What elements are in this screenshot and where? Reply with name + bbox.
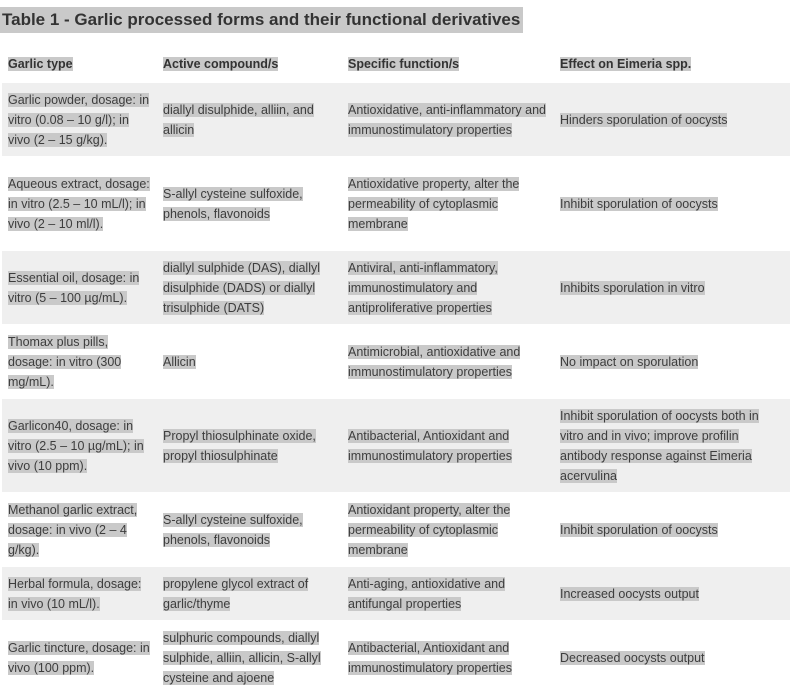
cell-active-compound (157, 325, 342, 399)
table-header-row (2, 46, 790, 83)
table-row (2, 399, 790, 493)
table-row (2, 251, 790, 325)
table-row (2, 157, 790, 251)
table-row (2, 325, 790, 399)
cell-active-compound-text: Propyl thiosulphinate oxide, propyl thiosulphinate (163, 428, 316, 463)
cell-active-compound (157, 157, 342, 251)
table-caption: Table 1 - Garlic processed forms and their functional derivatives (0, 7, 523, 33)
cell-specific-function (342, 251, 554, 325)
cell-garlic-type (2, 157, 157, 251)
cell-garlic-type (2, 325, 157, 399)
table-row (2, 621, 790, 695)
cell-specific-function-text: Antioxidative property, alter the permeability of cytoplasmic membrane (348, 176, 520, 231)
cell-garlic-type-text: Methanol garlic extract, dosage: in vivo (2 – 4 g/kg). (8, 502, 138, 557)
cell-effect (554, 567, 790, 621)
cell-active-compound (157, 399, 342, 493)
garlic-forms-table (2, 46, 790, 695)
cell-effect (554, 251, 790, 325)
cell-specific-function (342, 567, 554, 621)
cell-garlic-type-text: Garlicon40, dosage: in vitro (2.5 – 10 µg/mL); in vivo (10 ppm). (8, 418, 144, 473)
header-garlic-type (2, 46, 157, 83)
cell-effect (554, 157, 790, 251)
cell-specific-function (342, 325, 554, 399)
header-effect (554, 46, 790, 83)
cell-specific-function-text: Antiviral, anti-inflammatory, immunostimulatory and antiproliferative properties (348, 260, 498, 315)
cell-active-compound (157, 83, 342, 157)
cell-active-compound (157, 621, 342, 695)
cell-effect-text: No impact on sporulation (560, 354, 699, 369)
cell-active-compound-text: S-allyl cysteine sulfoxide, phenols, flavonoids (163, 186, 303, 221)
cell-garlic-type (2, 399, 157, 493)
cell-garlic-type-text: Thomax plus pills, dosage: in vitro (300 mg/mL). (8, 334, 122, 389)
cell-garlic-type-text: Aqueous extract, dosage: in vitro (2.5 – 10 mL/l); in vivo (2 – 10 ml/l). (8, 176, 150, 231)
cell-active-compound (157, 567, 342, 621)
cell-specific-function (342, 621, 554, 695)
header-effect-label: Effect on Eimeria spp. (560, 57, 692, 71)
cell-active-compound-text: diallyl sulphide (DAS), diallyl disulphide (DADS) or diallyl trisulphide (DATS) (163, 260, 321, 315)
cell-effect-text: Decreased oocysts output (560, 650, 705, 665)
cell-specific-function (342, 83, 554, 157)
cell-active-compound-text: sulphuric compounds, diallyl sulphide, alliin, allicin, S-allyl cysteine and ajoene (163, 630, 321, 685)
cell-specific-function (342, 157, 554, 251)
cell-garlic-type (2, 493, 157, 567)
cell-garlic-type-text: Garlic powder, dosage: in vitro (0.08 – 10 g/l); in vivo (2 – 15 g/kg). (8, 92, 150, 147)
cell-effect-text: Inhibit sporulation of oocysts (560, 196, 718, 211)
header-active-compound-label: Active compound/s (163, 57, 279, 71)
table-row (2, 83, 790, 157)
cell-effect (554, 399, 790, 493)
cell-specific-function-text: Antibacterial, Antioxidant and immunostimulatory properties (348, 640, 512, 675)
cell-specific-function-text: Antimicrobial, antioxidative and immunostimulatory properties (348, 344, 521, 379)
cell-specific-function-text: Antioxidant property, alter the permeability of cytoplasmic membrane (348, 502, 511, 557)
cell-active-compound-text: Allicin (163, 354, 196, 369)
header-garlic-type-label: Garlic type (8, 57, 73, 71)
cell-garlic-type (2, 83, 157, 157)
cell-active-compound (157, 251, 342, 325)
cell-specific-function-text: Anti-aging, antioxidative and antifungal properties (348, 576, 506, 611)
cell-garlic-type-text: Essential oil, dosage: in vitro (5 – 100 µg/mL). (8, 270, 140, 305)
cell-garlic-type (2, 567, 157, 621)
header-specific-function (342, 46, 554, 83)
cell-effect-text: Increased oocysts output (560, 586, 699, 601)
cell-effect-text: Inhibit sporulation of oocysts both in vitro and in vivo; improve profilin antibody response against Eimeria acervulina (560, 408, 759, 483)
cell-specific-function (342, 493, 554, 567)
cell-active-compound-text: diallyl disulphide, alliin, and allicin (163, 102, 314, 137)
cell-effect-text: Inhibits sporulation in vitro (560, 280, 705, 295)
cell-effect-text: Inhibit sporulation of oocysts (560, 522, 718, 537)
table-row (2, 567, 790, 621)
table-row (2, 493, 790, 567)
cell-specific-function-text: Antioxidative, anti-inflammatory and immunostimulatory properties (348, 102, 547, 137)
cell-active-compound-text: S-allyl cysteine sulfoxide, phenols, flavonoids (163, 512, 303, 547)
cell-effect-text: Hinders sporulation of oocysts (560, 112, 728, 127)
cell-specific-function-text: Antibacterial, Antioxidant and immunostimulatory properties (348, 428, 512, 463)
cell-active-compound-text: propylene glycol extract of garlic/thyme (163, 576, 309, 611)
header-active-compound (157, 46, 342, 83)
cell-specific-function (342, 399, 554, 493)
cell-effect (554, 83, 790, 157)
cell-garlic-type (2, 621, 157, 695)
cell-garlic-type-text: Garlic tincture, dosage: in vivo (100 ppm). (8, 640, 150, 675)
cell-effect (554, 493, 790, 567)
cell-garlic-type (2, 251, 157, 325)
cell-effect (554, 325, 790, 399)
header-specific-function-label: Specific function/s (348, 57, 460, 71)
cell-effect (554, 621, 790, 695)
cell-garlic-type-text: Herbal formula, dosage: in vivo (10 mL/l). (8, 576, 142, 611)
cell-active-compound (157, 493, 342, 567)
